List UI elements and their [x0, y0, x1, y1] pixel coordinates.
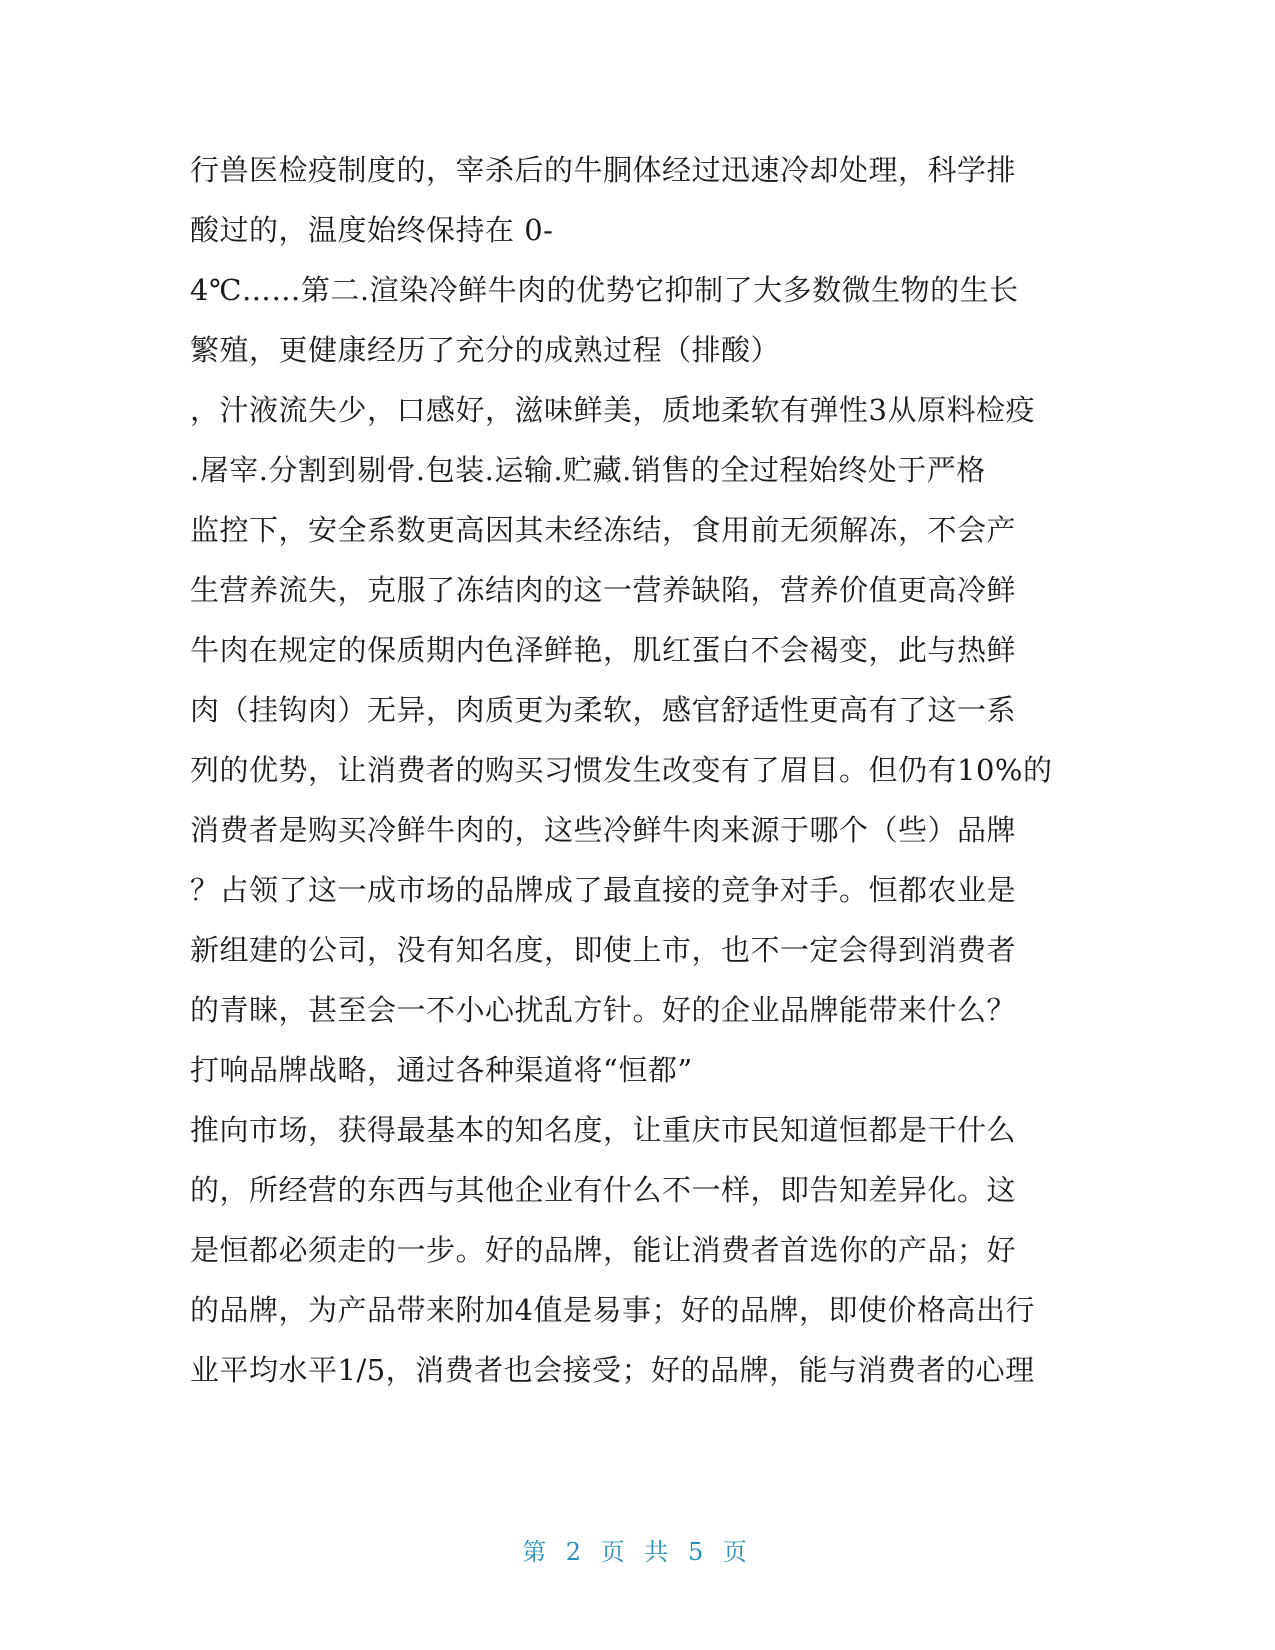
text-line: 的，所经营的东西与其他企业有什么不一样，即告知差异化。这	[190, 1173, 1017, 1207]
text-line: 消费者是购买冷鲜牛肉的，这些冷鲜牛肉来源于哪个（些）品牌	[190, 813, 1017, 847]
text-line: 打响品牌战略，通过各种渠道将“恒都”	[190, 1053, 693, 1087]
text-line: 列的优势，让消费者的购买习惯发生改变有了眉目。但仍有10%的	[190, 753, 1053, 787]
body-text	[190, 140, 1090, 1400]
text-line: ？占领了这一成市场的品牌成了最直接的竞争对手。恒都农业是	[190, 873, 1017, 907]
text-line: 牛肉在规定的保质期内色泽鲜艳，肌红蛋白不会褐变，此与热鲜	[190, 633, 1017, 667]
text-line: 业平均水平1/5，消费者也会接受；好的品牌，能与消费者的心理	[190, 1353, 1035, 1387]
text-line: .屠宰.分割到剔骨.包装.运输.贮藏.销售的全过程始终处于严格	[190, 453, 986, 487]
text-line: 行兽医检疫制度的，宰杀后的牛胴体经过迅速冷却处理，科学排	[190, 153, 1017, 187]
text-line: ，汁液流失少，口感好，滋味鲜美，质地柔软有弹性3从原料检疫	[190, 393, 1035, 427]
text-line: 监控下，安全系数更高因其未经冻结，食用前无须解冻，不会产	[190, 513, 1017, 547]
page-number-footer: 第 2 页 共 5 页	[522, 1538, 753, 1566]
text-line: 是恒都必须走的一步。好的品牌，能让消费者首选你的产品；好	[190, 1233, 1017, 1267]
text-line: 繁殖，更健康经历了充分的成熟过程（排酸）	[190, 333, 781, 367]
text-line: 肉（挂钩肉）无异，肉质更为柔软，感官舒适性更高有了这一系	[190, 693, 1017, 727]
text-line: 生营养流失，克服了冻结肉的这一营养缺陷，营养价值更高冷鲜	[190, 573, 1017, 607]
text-line: 推向市场，获得最基本的知名度，让重庆市民知道恒都是干什么	[190, 1113, 1017, 1147]
text-line: 的青睐，甚至会一不小心扰乱方针。好的企业品牌能带来什么？	[190, 993, 1017, 1027]
text-line: 新组建的公司，没有知名度，即使上市，也不一定会得到消费者	[190, 933, 1017, 967]
text-line: 的品牌，为产品带来附加4值是易事；好的品牌，即使价格高出行	[190, 1293, 1035, 1327]
text-line: 酸过的，温度始终保持在 0-	[190, 213, 554, 247]
text-line: 4℃……第二.渲染冷鲜牛肉的优势它抑制了大多数微生物的生长	[190, 273, 1019, 307]
